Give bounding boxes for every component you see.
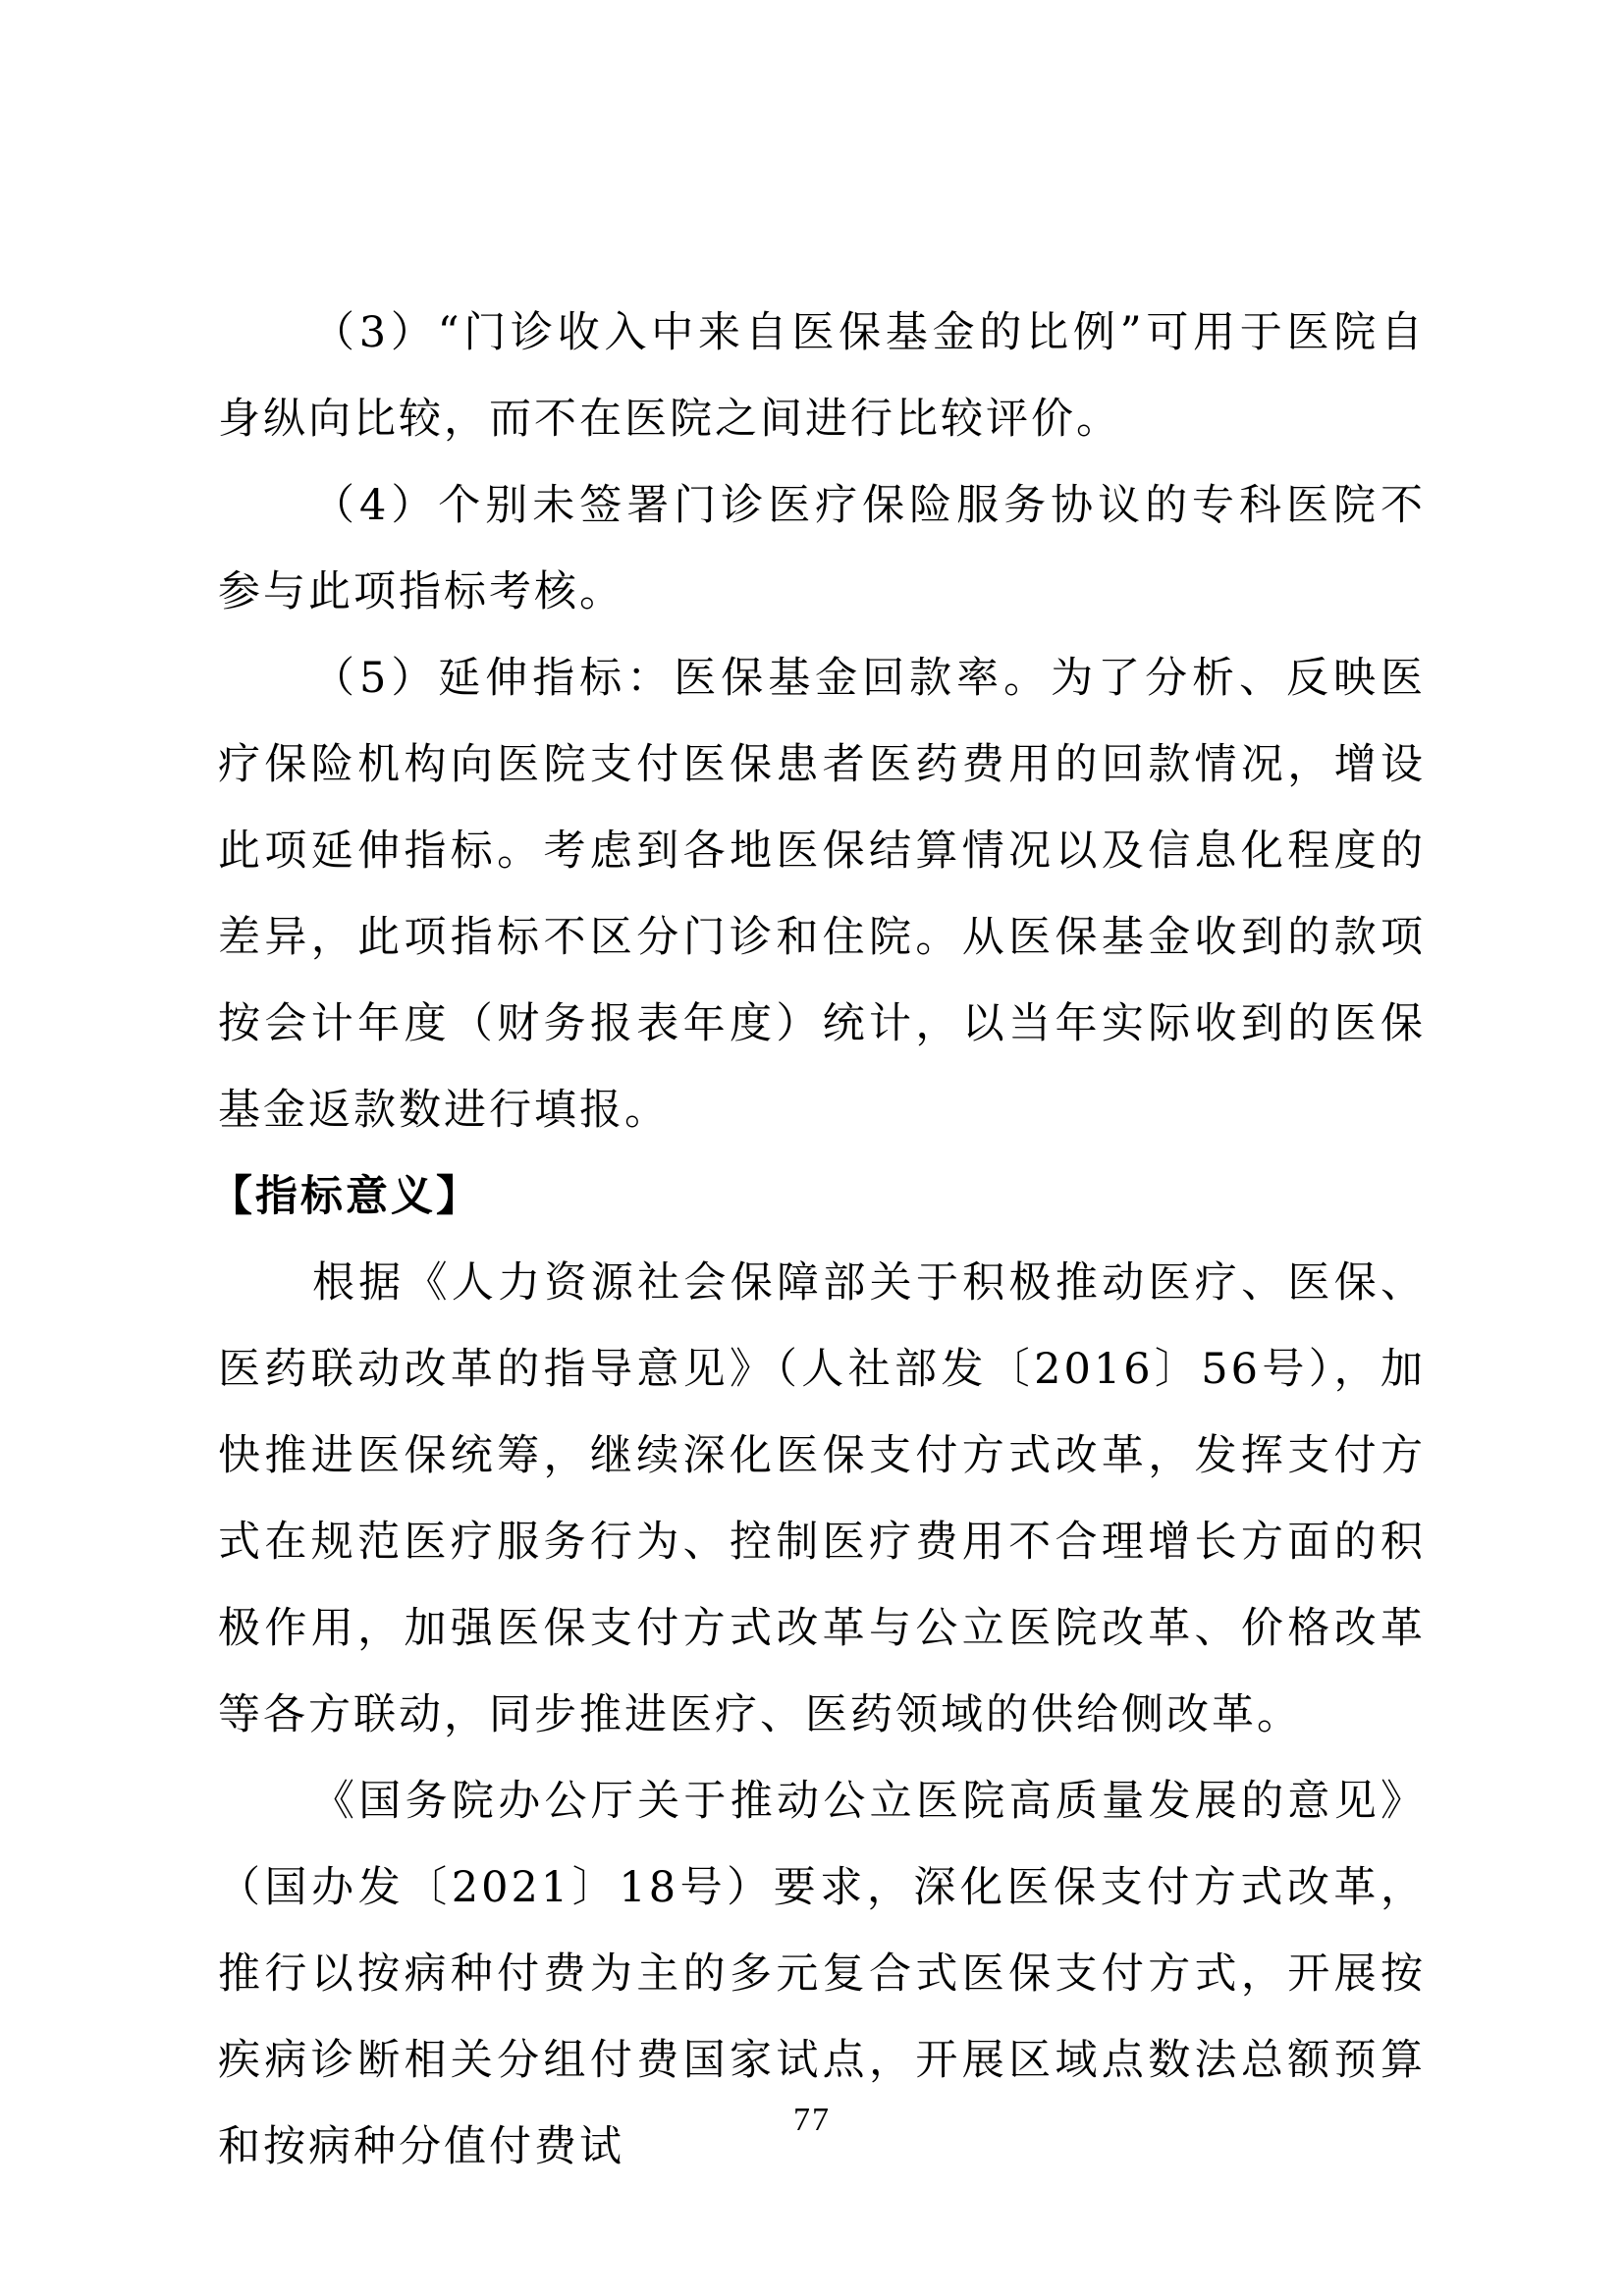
- paragraph-significance-2: 《国务院办公厅关于推动公立医院高质量发展的意见》（国办发〔2021〕18号）要求，深化医保支付方式改革，推行以按病种付费为主的多元复合式医保支付方式，开展按疾病诊断相关分组付费国家试点，开展区域点数法总额预算和按病种分值付费试: [218, 1777, 1426, 2171]
- paragraph-note-4: （4）个别未签署门诊医疗保险服务协议的专科医院不参与此项指标考核。: [218, 481, 1426, 616]
- page-number: 77: [793, 2102, 831, 2138]
- body-text: [210, 290, 1426, 2190]
- paragraph-note-3: （3）“门诊收入中来自医保基金的比例”可用于医院自身纵向比较，而不在医院之间进行比较评价。: [218, 308, 1426, 444]
- paragraph-note-5: （5）延伸指标：医保基金回款率。为了分析、反映医疗保险机构向医院支付医保患者医药费用的回款情况，增设此项延伸指标。考虑到各地医保结算情况以及信息化程度的差异，此项指标不区分门诊和住院。从医保基金收到的款项按会计年度（财务报表年度）统计，以当年实际收到的医保基金返款数进行填报。: [218, 654, 1426, 1135]
- section-heading: 【指标意义】: [210, 1172, 481, 1221]
- paragraph-significance-1: 根据《人力资源社会保障部关于积极推动医疗、医保、医药联动改革的指导意见》（人社部发〔2016〕56号），加快推进医保统筹，继续深化医保支付方式改革，发挥支付方式在规范医疗服务行为、控制医疗费用不合理增长方面的积极作用，加强医保支付方式改革与公立医院改革、价格改革等各方联动，同步推进医疗、医药领域的供给侧改革。: [218, 1258, 1426, 1739]
